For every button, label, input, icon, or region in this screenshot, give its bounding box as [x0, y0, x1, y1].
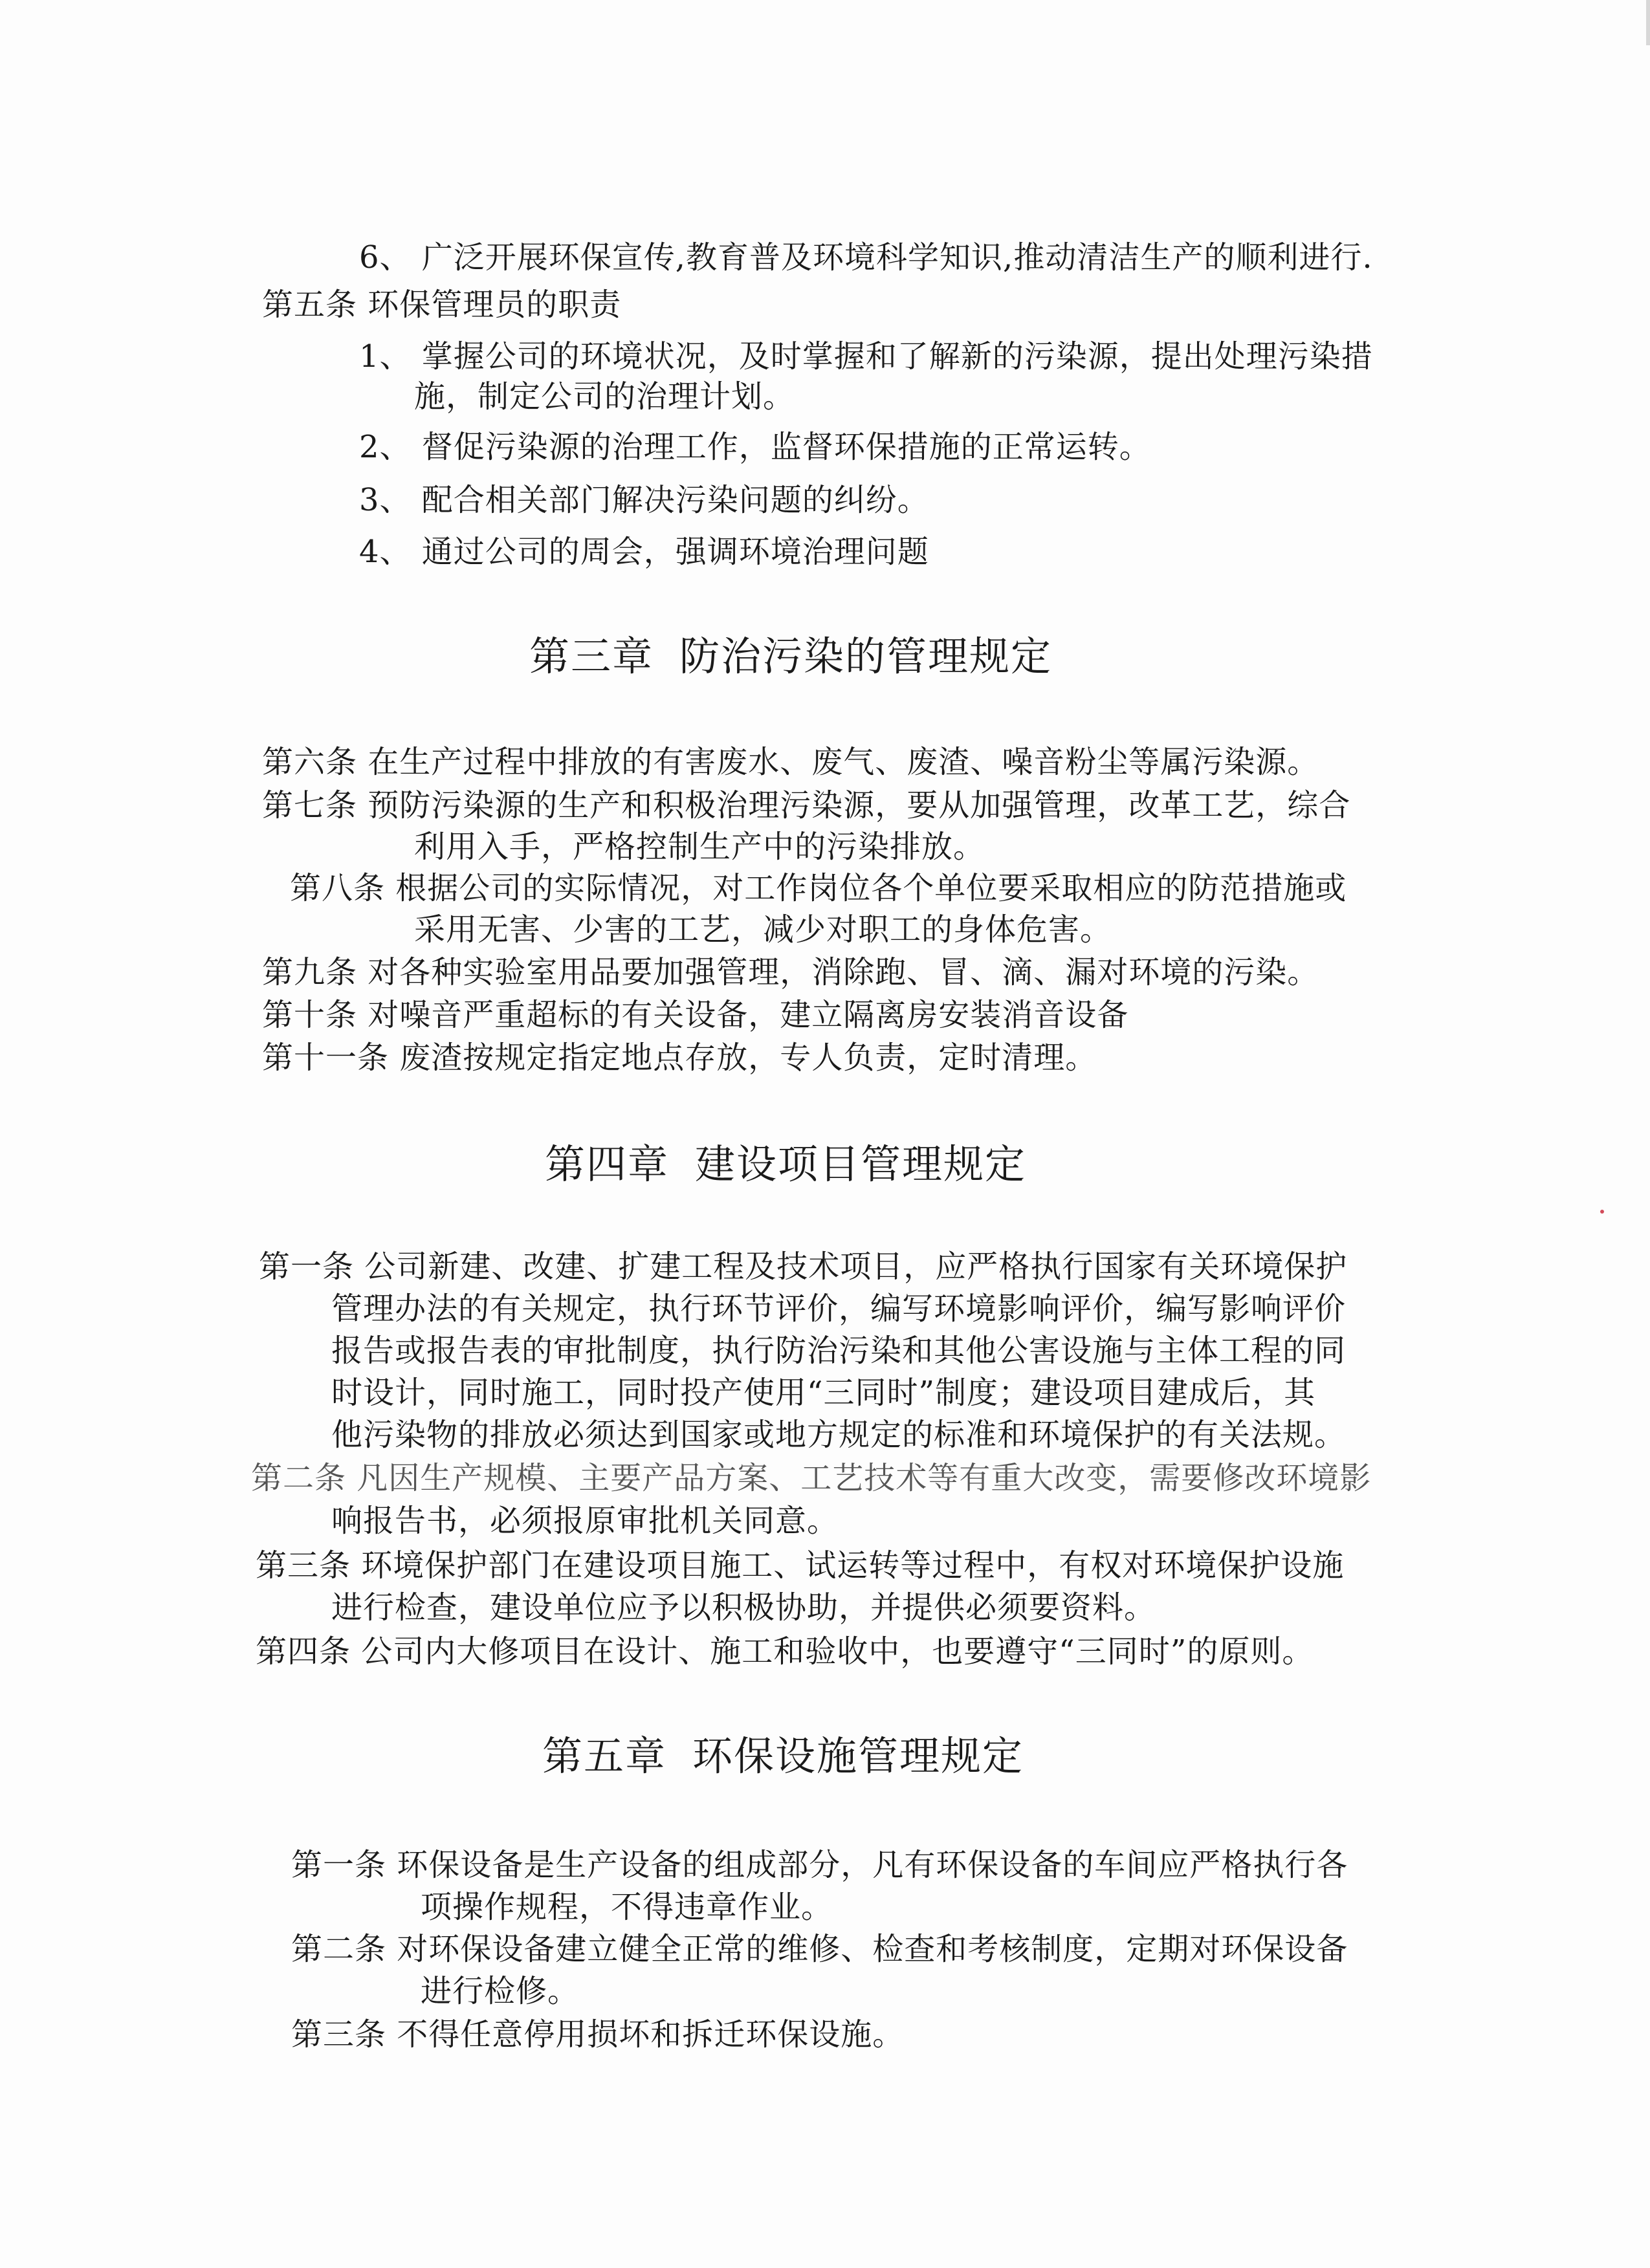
ch5-article-3: 第三条 不得任意停用损坏和拆迁环保设施。 — [291, 2016, 905, 2053]
article-5-item-1-cont: 施，制定公司的治理计划。 — [414, 378, 795, 415]
article-8: 第八条 根据公司的实际情况，对工作岗位各个单位要采取相应的防范措施或 — [290, 870, 1347, 906]
chapter-4-heading — [545, 1139, 1026, 1190]
chapter-5-label: 第五章 — [542, 1732, 667, 1780]
chapter-3-title: 防治污染的管理规定 — [679, 633, 1053, 680]
ch5-article-2: 第二条 对环保设备建立健全正常的维修、检查和考核制度，定期对环保设备 — [291, 1931, 1348, 1967]
ch4-article-3-cont: 进行检查，建设单位应予以积极协助，并提供必须要资料。 — [331, 1589, 1156, 1626]
scan-edge-mark — [1646, 0, 1650, 45]
ch4-article-1-cont-2: 报告或报告表的审批制度，执行防治污染和其他公害设施与主体工程的同 — [331, 1333, 1347, 1369]
article-5-item-1: 1、 掌握公司的环境状况，及时掌握和了解新的污染源，提出处理污染措 — [359, 338, 1373, 375]
article-10: 第十条 对噪音严重超标的有关设备，建立隔离房安装消音设备 — [262, 997, 1129, 1033]
item-6-publicity: 6、 广泛开展环保宣传,教育普及环境科学知识,推动清洁生产的顺利进行. — [359, 239, 1373, 276]
chapter-4-label: 第四章 — [545, 1140, 670, 1188]
ch4-article-1-cont-1: 管理办法的有关规定，执行环节评价，编写环境影响评价，编写影响评价 — [331, 1291, 1347, 1327]
chapter-4-title: 建设项目管理规定 — [695, 1140, 1027, 1188]
ch5-article-1-cont: 项操作规程，不得违章作业。 — [421, 1889, 833, 1925]
article-9: 第九条 对各种实验室用品要加强管理，消除跑、冒、滴、漏对环境的污染。 — [262, 954, 1319, 990]
article-5-item-4: 4、 通过公司的周会，强调环境治理问题 — [359, 534, 929, 570]
ink-speck — [1600, 1210, 1604, 1214]
ch4-article-3: 第三条 环境保护部门在建设项目施工、试运转等过程中，有权对环境保护设施 — [256, 1547, 1345, 1584]
article-7: 第七条 预防污染源的生产和积极治理污染源，要从加强管理，改革工艺，综合 — [262, 787, 1351, 823]
chapter-5-title: 环保设施管理规定 — [692, 1732, 1024, 1780]
chapter-3-heading — [529, 631, 1052, 682]
ch4-article-2-cont: 响报告书，必须报原审批机关同意。 — [331, 1503, 839, 1539]
ch4-article-4: 第四条 公司内大修项目在设计、施工和验收中，也要遵守“三同时”的原则。 — [256, 1633, 1314, 1670]
article-5-item-3: 3、 配合相关部门解决污染问题的纠纷。 — [359, 482, 929, 518]
ch5-article-2-cont: 进行检修。 — [421, 1973, 580, 2009]
article-8-cont: 采用无害、少害的工艺，减少对职工的身体危害。 — [414, 911, 1112, 948]
ch4-article-1: 第一条 公司新建、改建、扩建工程及技术项目，应严格执行国家有关环境保护 — [259, 1248, 1348, 1285]
article-7-cont: 利用入手，严格控制生产中的污染排放。 — [414, 829, 985, 865]
ch4-article-1-cont-4: 他污染物的排放必须达到国家或地方规定的标准和环境保护的有关法规。 — [331, 1417, 1347, 1453]
ch4-article-2: 第二条 凡因生产规模、主要产品方案、工艺技术等有重大改变，需要修改环境影 — [251, 1460, 1372, 1496]
chapter-5-heading — [542, 1730, 1024, 1782]
article-5-item-2: 2、 督促污染源的治理工作，监督环保措施的正常运转。 — [359, 429, 1151, 465]
article-11: 第十一条 废渣按规定指定地点存放，专人负责，定时清理。 — [262, 1040, 1097, 1076]
article-6: 第六条 在生产过程中排放的有害废水、废气、废渣、噪音粉尘等属污染源。 — [262, 744, 1319, 780]
article-5-heading: 第五条 环保管理员的职责 — [262, 287, 622, 323]
ch5-article-1: 第一条 环保设备是生产设备的组成部分，凡有环保设备的车间应严格执行各 — [291, 1847, 1348, 1883]
ch4-article-1-cont-3: 时设计，同时施工，同时投产使用“三同时”制度；建设项目建成后，其 — [331, 1375, 1316, 1411]
chapter-3-label: 第三章 — [529, 633, 654, 680]
